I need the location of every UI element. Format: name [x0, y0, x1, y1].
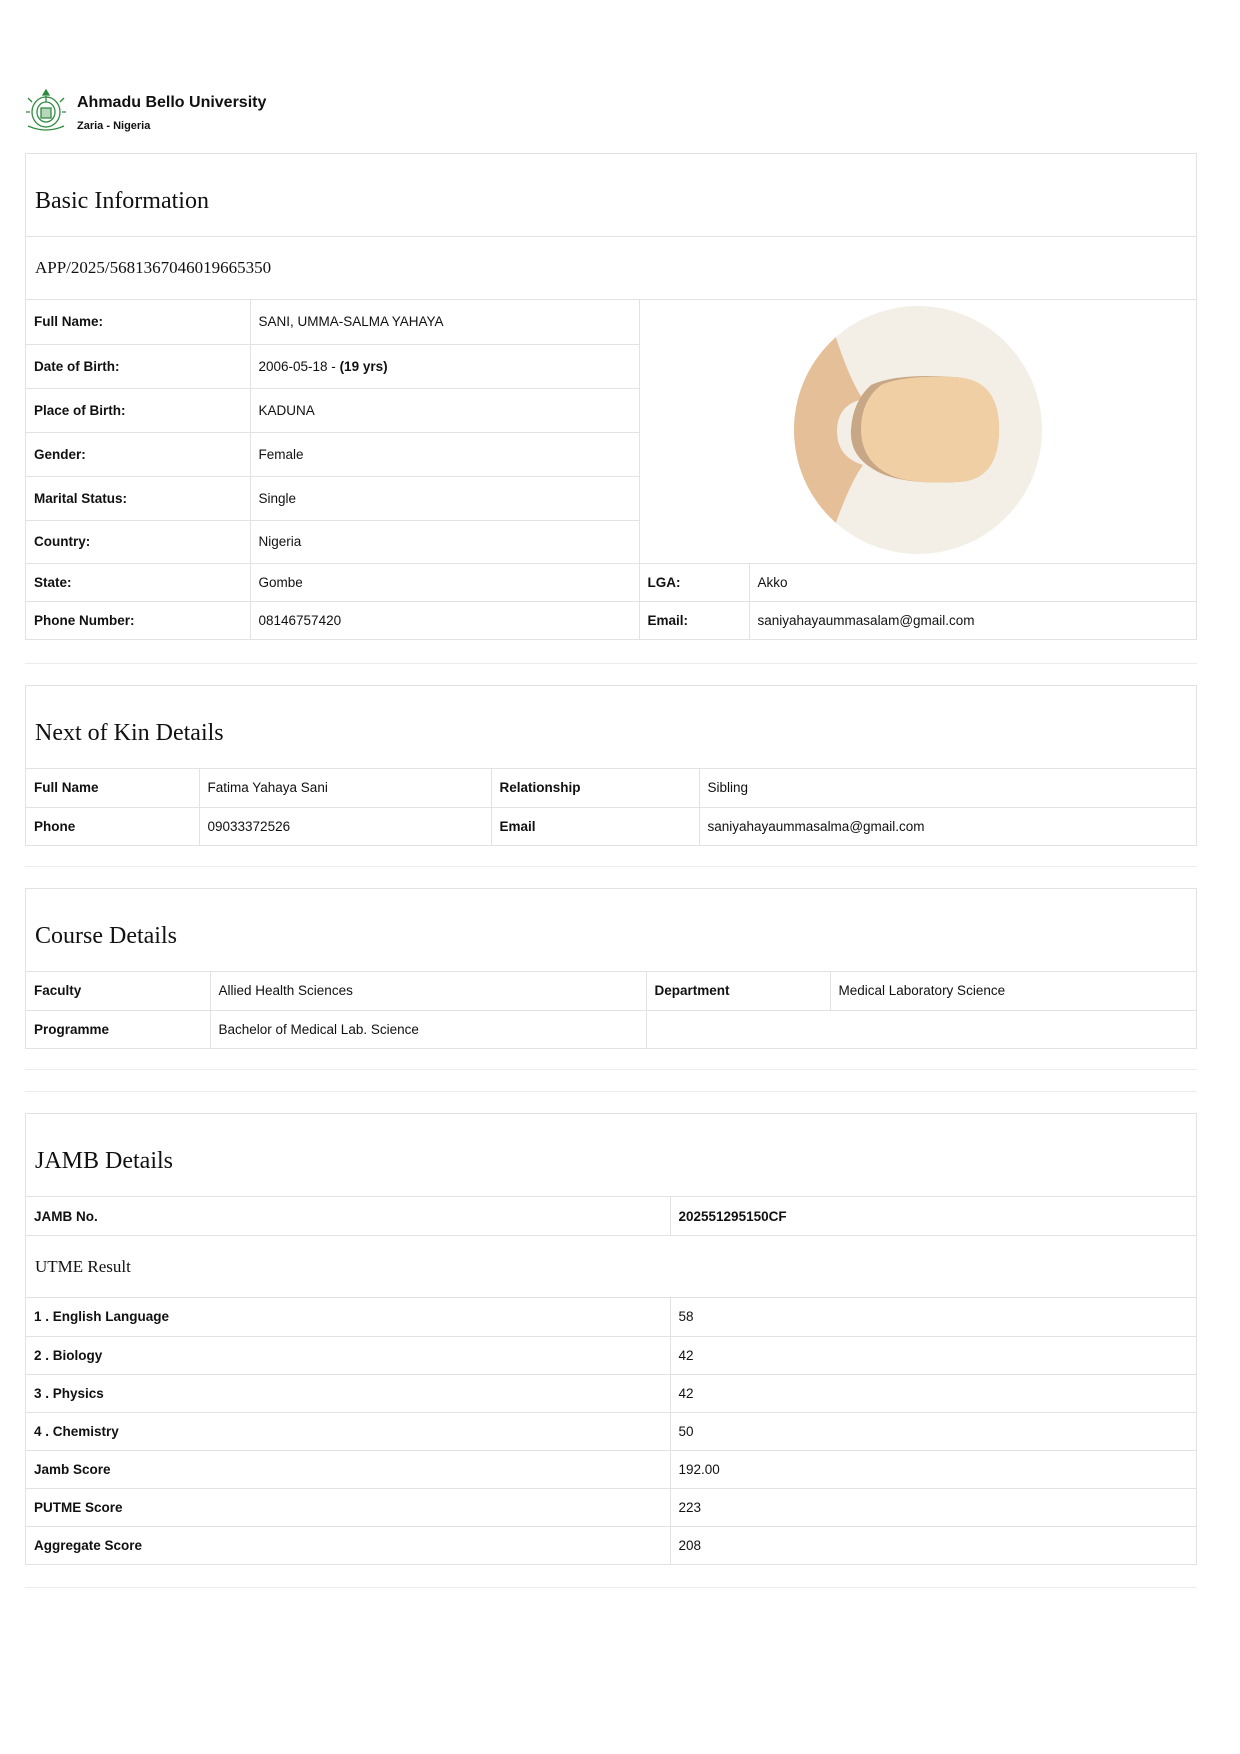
result-label: Jamb Score	[26, 1450, 670, 1488]
utme-result-title: UTME Result	[26, 1235, 1196, 1298]
result-label: 4 . Chemistry	[26, 1412, 670, 1450]
table-row	[26, 1336, 1196, 1374]
kin-name-value: Fatima Yahaya Sani	[199, 769, 491, 807]
phone-value: 08146757420	[250, 601, 639, 639]
full-name-value: SANI, UMMA-SALMA YAHAYA	[250, 300, 639, 344]
basic-info-table	[26, 300, 1196, 639]
basic-information-title: Basic Information	[26, 154, 1196, 237]
result-label: 1 . English Language	[26, 1298, 670, 1336]
kin-relationship-value: Sibling	[699, 769, 1196, 807]
full-name-label: Full Name:	[26, 300, 250, 344]
page-header	[25, 88, 425, 138]
table-row	[26, 1488, 1196, 1526]
passport-photo-icon	[793, 305, 1043, 555]
result-label: 3 . Physics	[26, 1374, 670, 1412]
place-of-birth-label: Place of Birth:	[26, 388, 250, 432]
marital-status-value: Single	[250, 476, 639, 520]
next-of-kin-table	[26, 769, 1196, 845]
application-number: APP/2025/5681367046019665350	[26, 237, 1196, 300]
course-details-table	[26, 972, 1196, 1048]
kin-phone-value: 09033372526	[199, 807, 491, 845]
result-label: Aggregate Score	[26, 1526, 670, 1564]
divider	[25, 663, 1197, 664]
gender-value: Female	[250, 432, 639, 476]
course-details-title: Course Details	[26, 889, 1196, 972]
result-label: PUTME Score	[26, 1488, 670, 1526]
basic-information-card	[25, 153, 1197, 640]
result-label: 2 . Biology	[26, 1336, 670, 1374]
marital-status-label: Marital Status:	[26, 476, 250, 520]
department-label: Department	[646, 972, 830, 1010]
empty-cell	[646, 1010, 1196, 1048]
result-value: 42	[670, 1374, 1196, 1412]
utme-result-table	[26, 1298, 1196, 1564]
jamb-number-value: 202551295150CF	[670, 1197, 1196, 1235]
table-row	[26, 1450, 1196, 1488]
kin-email-label: Email	[491, 807, 699, 845]
programme-value: Bachelor of Medical Lab. Science	[210, 1010, 646, 1048]
university-name: Ahmadu Bello University	[77, 94, 267, 111]
table-row	[26, 1412, 1196, 1450]
email-label: Email:	[639, 601, 749, 639]
kin-email-value: saniyahayaummasalma@gmail.com	[699, 807, 1196, 845]
next-of-kin-card	[25, 685, 1197, 846]
course-details-card	[25, 888, 1197, 1049]
dob-label: Date of Birth:	[26, 344, 250, 388]
result-value: 42	[670, 1336, 1196, 1374]
divider	[25, 1091, 1197, 1092]
result-value: 208	[670, 1526, 1196, 1564]
next-of-kin-title: Next of Kin Details	[26, 686, 1196, 769]
kin-relationship-label: Relationship	[491, 769, 699, 807]
divider	[25, 1069, 1197, 1070]
table-row	[26, 1298, 1196, 1336]
faculty-label: Faculty	[26, 972, 210, 1010]
place-of-birth-value: KADUNA	[250, 388, 639, 432]
phone-label: Phone Number:	[26, 601, 250, 639]
faculty-value: Allied Health Sciences	[210, 972, 646, 1010]
kin-phone-label: Phone	[26, 807, 199, 845]
programme-label: Programme	[26, 1010, 210, 1048]
dob-value	[250, 344, 639, 388]
divider	[25, 1587, 1197, 1588]
divider	[25, 866, 1197, 867]
photo-cell	[639, 300, 1196, 563]
result-value: 58	[670, 1298, 1196, 1336]
lga-value: Akko	[749, 563, 1196, 601]
country-label: Country:	[26, 520, 250, 563]
table-row	[26, 1526, 1196, 1564]
university-location: Zaria - Nigeria	[77, 120, 151, 132]
jamb-number-label: JAMB No.	[26, 1197, 670, 1235]
result-value: 223	[670, 1488, 1196, 1526]
jamb-details-card	[25, 1113, 1197, 1565]
abu-crest-logo-icon	[25, 88, 67, 132]
lga-label: LGA:	[639, 563, 749, 601]
age-value: (19 yrs)	[339, 358, 388, 374]
gender-label: Gender:	[26, 432, 250, 476]
state-label: State:	[26, 563, 250, 601]
jamb-number-table	[26, 1197, 1196, 1235]
table-row	[26, 1374, 1196, 1412]
department-value: Medical Laboratory Science	[830, 972, 1196, 1010]
result-value: 50	[670, 1412, 1196, 1450]
kin-name-label: Full Name	[26, 769, 199, 807]
country-value: Nigeria	[250, 520, 639, 563]
jamb-details-title: JAMB Details	[26, 1114, 1196, 1197]
result-value: 192.00	[670, 1450, 1196, 1488]
email-value: saniyahayaummasalam@gmail.com	[749, 601, 1196, 639]
dob-date: 2006-05-18 -	[258, 358, 340, 374]
state-value: Gombe	[250, 563, 639, 601]
